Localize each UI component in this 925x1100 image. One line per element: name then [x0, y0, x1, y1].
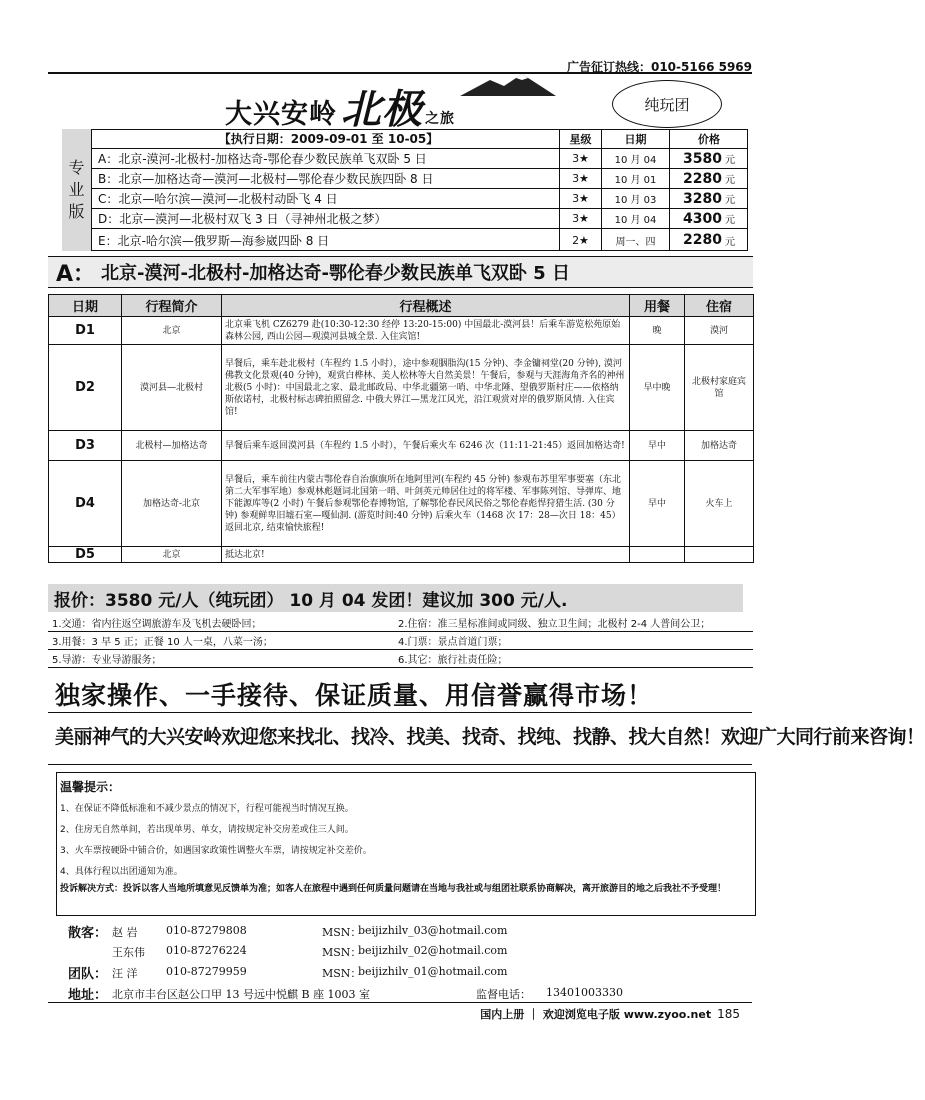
- msn-label: MSN：: [322, 967, 362, 980]
- itinerary-row: [49, 461, 754, 547]
- itinerary-row: [49, 317, 754, 345]
- route-name: A：北京-漠河-北极村-加格达奇-鄂伦春少数民族单飞双卧 5 日: [92, 149, 560, 168]
- contact-retail-label: 散客：: [68, 926, 108, 941]
- col-date: 日期: [602, 129, 670, 148]
- route-title: [48, 256, 753, 288]
- header-lodging: 住宿: [685, 295, 754, 317]
- price: 2280 元: [683, 232, 735, 248]
- info-row: [48, 632, 753, 650]
- header-date: 日期: [49, 295, 122, 317]
- brand-part3: 之旅: [425, 111, 455, 127]
- tip-item: 4、具体行程以出团通知为准。: [60, 867, 183, 877]
- itinerary-row: [49, 345, 754, 431]
- depart-date: 10 月 04: [602, 149, 670, 168]
- supervise-phone: 13401003330: [546, 986, 623, 999]
- day-hotel: 北极村家庭宾馆: [685, 345, 754, 431]
- route-name: C：北京—哈尔滨—漠河—北极村动卧飞 4 日: [92, 189, 560, 208]
- star-rating: 3★: [560, 209, 602, 228]
- day-brief: 北京: [122, 317, 222, 345]
- brand-part2: 北极: [341, 87, 423, 133]
- summary-row: [92, 149, 748, 169]
- contact-msn: beijizhilv_03@hotmail.com: [358, 924, 508, 937]
- address-label: 地址：: [68, 988, 108, 1003]
- info-lodging: 2.住宿：准三星标准间或同级、独立卫生间；北极村 2-4 人普间公卫；: [398, 619, 711, 630]
- day-brief: 北极村—加格达奇: [122, 431, 222, 461]
- route-name: D：北京—漠河—北极村双飞 3 日（寻神州北极之梦）: [92, 209, 560, 228]
- day-label: D2: [49, 345, 122, 431]
- header-meal: 用餐: [630, 295, 685, 317]
- info-meals: 3.用餐：3 早 5 正；正餐 10 人一桌，八菜一汤；: [52, 637, 273, 648]
- divider: [48, 712, 752, 713]
- summary-header-row: [92, 129, 748, 149]
- contact-name: 王东伟: [112, 946, 145, 959]
- price: 3280 元: [683, 190, 735, 207]
- msn-label: MSN：: [322, 946, 362, 959]
- star-rating: 3★: [560, 169, 602, 188]
- brand-logo: [225, 78, 455, 135]
- footer-text: 国内上册 ｜ 欢迎浏览电子版 www.zyoo.net: [480, 1008, 712, 1021]
- slogan-welcome: 美丽神气的大兴安岭欢迎您来找北、找冷、找美、找奇、找纯、找静、找大自然！欢迎广大同行前来咨询！: [55, 726, 925, 748]
- day-brief: 加格达奇-北京: [122, 461, 222, 547]
- col-star: 星级: [560, 129, 602, 148]
- brand-part1: 大兴安岭: [225, 99, 337, 130]
- route-letter: A：: [56, 261, 96, 287]
- info-other: 6.其它：旅行社责任险；: [398, 655, 508, 666]
- day-meal: 晚: [630, 317, 685, 345]
- day-meal: [630, 547, 685, 563]
- edition-label: 专 业 版: [62, 129, 92, 251]
- day-desc: 早餐后，乘车前往内蒙古鄂伦春自治旗旗所在地阿里河(车程约 45 分钟) 参观布苏里军事要塞（东北第二大军事军地）参观林彪题词北国第一哨、叶剑英元帅居住过的将军楼、军事陈列馆、导弹库、地下能源库等(2 小时) 午餐后参观鄂伦春博物馆, 了解鄂伦春民风民俗之鄂伦春彪悍狩猎生活. (30 分钟) 参观鲜卑旧墟石室—嘎仙洞. (游览时间:40 分钟) 后乘火车（1468 次 17：28—次日 18：45）返回北京, 结束愉快旅程!: [222, 461, 630, 547]
- day-hotel: 加格达奇: [685, 431, 754, 461]
- price: 2280 元: [683, 170, 735, 187]
- route-name: E：北京-哈尔滨—俄罗斯—海参崴四卧 8 日: [92, 229, 560, 251]
- day-desc: 早餐后，乘车赴北极村（车程约 1.5 小时），途中参观胭脂沟(15 分钟)、李金镛祠堂(20 分钟), 漠河佛教文化景观(40 分钟)，观赏白桦林、美人松林等大自然美景！午餐后，参观与天涯海角齐名的神州北极(5 小时)：中国最北之家、最北邮政局、中华北疆第一哨、中华北陲、望俄罗斯村庄——依格纳斯依诺村，北极村标志碑拍照留念. 中俄大界江—黑龙江风光，沿江观赏对岸的俄罗斯风情. 入住宾馆!: [222, 345, 630, 431]
- star-rating: 3★: [560, 149, 602, 168]
- address: 北京市丰台区赵公口甲 13 号远中悦麒 B 座 1003 室: [112, 988, 371, 1001]
- divider: [48, 764, 752, 765]
- contact-group-label: 团队：: [68, 967, 108, 982]
- contact-name: 赵 岩: [112, 926, 138, 939]
- day-label: D3: [49, 431, 122, 461]
- complaint-policy: 投诉解决方式：投诉以客人当地所填意见反馈单为准；如客人在旅程中遇到任何质量问题请在当地与我社或与组团社联系协商解决，离开旅游目的地之后我社不予受理！: [60, 884, 727, 894]
- info-tickets: 4.门票：景点首道门票；: [398, 637, 508, 648]
- depart-date: 10 月 04: [602, 209, 670, 228]
- top-divider: [48, 72, 752, 74]
- star-rating: 3★: [560, 189, 602, 208]
- info-transport: 1.交通：省内往返空调旅游车及飞机去硬卧回；: [52, 619, 262, 630]
- price-line: 报价：3580 元/人（纯玩团） 10 月 04 发团！建议加 300 元/人.: [48, 584, 743, 612]
- info-guide: 5.导游：专业导游服务；: [52, 655, 162, 666]
- info-row: [48, 650, 753, 668]
- route-title-text: 北京-漠河-北极村-加格达奇-鄂伦春少数民族单飞双卧 5 日: [101, 263, 570, 284]
- day-brief: 北京: [122, 547, 222, 563]
- star-rating: 2★: [560, 229, 602, 251]
- itinerary-row: [49, 547, 754, 563]
- day-meal: 早中: [630, 431, 685, 461]
- depart-date: 周一、四: [602, 229, 670, 251]
- day-brief: 漠河县—北极村: [122, 345, 222, 431]
- page-number: 185: [717, 1007, 740, 1021]
- footer: [480, 1006, 740, 1022]
- contact-phone: 010-87279808: [166, 924, 247, 937]
- day-meal: 早中: [630, 461, 685, 547]
- footer-divider: [48, 1002, 752, 1003]
- contact-name: 汪 洋: [112, 967, 138, 980]
- day-desc: 早餐后乘车返回漠河县（车程约 1.5 小时），午餐后乘火车 6246 次（11:11-21:45）返回加格达奇!: [222, 431, 630, 461]
- tip-item: 2、住房无自然单间，若出现单男、单女，请按规定补交房差或住三人间。: [60, 825, 354, 835]
- day-label: D5: [49, 547, 122, 563]
- tips-heading: 温馨提示：: [60, 780, 121, 794]
- itinerary-row: [49, 431, 754, 461]
- ad-hotline: 广告征订热线：010-5166 5969: [566, 60, 752, 74]
- day-meal: 早中晚: [630, 345, 685, 431]
- info-row: [48, 614, 753, 632]
- exec-date: 【执行日期：2009-09-01 至 10-05】: [92, 129, 560, 148]
- day-hotel: 火车上: [685, 461, 754, 547]
- summary-row: [92, 229, 748, 251]
- tip-item: 1、在保证不降低标准和不减少景点的情况下，行程可能视当时情况互换。: [60, 804, 354, 814]
- msn-label: MSN：: [322, 926, 362, 939]
- pure-tour-badge: 纯玩团: [612, 80, 722, 128]
- summary-row: [92, 209, 748, 229]
- contact-phone: 010-87276224: [166, 944, 247, 957]
- route-name: B：北京—加格达奇—漠河—北极村—鄂伦春少数民族四卧 8 日: [92, 169, 560, 188]
- day-hotel: 漠河: [685, 317, 754, 345]
- supervise-label: 监督电话：: [476, 988, 531, 1001]
- slogan-exclusive: 独家操作、一手接待、保证质量、用信誉赢得市场！: [55, 681, 654, 710]
- day-label: D4: [49, 461, 122, 547]
- depart-date: 10 月 01: [602, 169, 670, 188]
- tip-item: 3、火车票按硬卧中铺合价，如遇国家政策性调整火车票，请按规定补交差价。: [60, 846, 372, 856]
- summary-row: [92, 169, 748, 189]
- day-desc: 抵达北京!: [222, 547, 630, 563]
- contact-msn: beijizhilv_01@hotmail.com: [358, 965, 508, 978]
- summary-row: [92, 189, 748, 209]
- day-desc: 北京乘飞机 CZ6279 赴(10:30-12:30 经停 13:20-15:00) 中国最北-漠河县！后乘车游览松苑原始森林公园, 西山公园—观漠河县城全景. 入住宾馆!: [222, 317, 630, 345]
- depart-date: 10 月 03: [602, 189, 670, 208]
- price: 4300 元: [683, 210, 735, 227]
- contact-phone: 010-87279959: [166, 965, 247, 978]
- day-label: D1: [49, 317, 122, 345]
- itinerary-header-row: [49, 295, 754, 317]
- mountain-icon: [460, 74, 556, 96]
- itinerary-table: [48, 294, 754, 563]
- header-brief: 行程简介: [122, 295, 222, 317]
- contact-msn: beijizhilv_02@hotmail.com: [358, 944, 508, 957]
- price: 3580 元: [683, 150, 735, 167]
- day-hotel: [685, 547, 754, 563]
- col-price: 价格: [698, 132, 720, 146]
- header-overview: 行程概述: [222, 295, 630, 317]
